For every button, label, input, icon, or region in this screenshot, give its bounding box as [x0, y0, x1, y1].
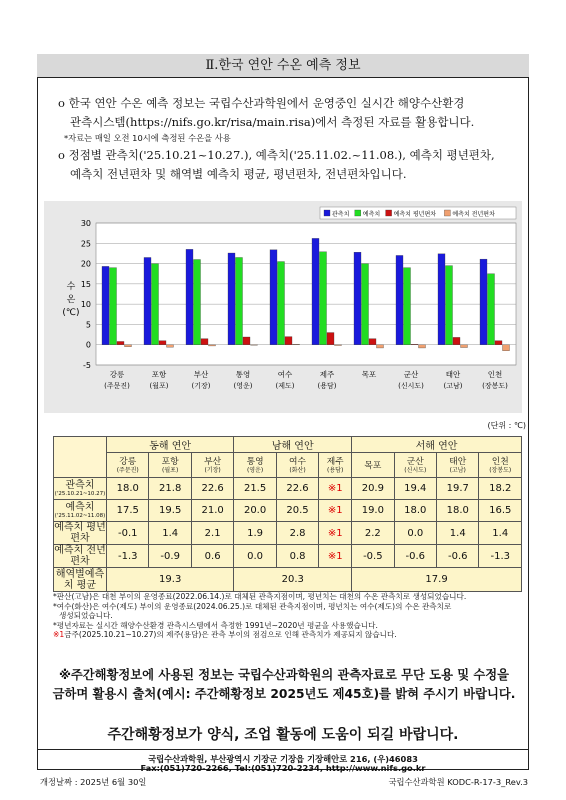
bar-1: [480, 259, 487, 345]
chart-panel: [44, 201, 522, 413]
row-label: [54, 545, 107, 568]
y-tick-label: 5: [85, 320, 91, 330]
table-cell: 1.4: [437, 522, 479, 545]
table-cell: 20.0: [234, 500, 276, 522]
row-label: [54, 500, 107, 522]
bar-3: [243, 337, 250, 345]
x-tick-label: 목포: [361, 370, 377, 379]
y-tick-label: 15: [80, 279, 91, 289]
x-tick-label: 부산: [193, 370, 209, 379]
row-label-text: 예측치 평년편차: [54, 522, 106, 544]
station-name: 태안: [449, 457, 467, 467]
table-cell: ※1: [319, 478, 352, 500]
x-tick-label: 제주: [319, 370, 335, 379]
table-cell: 21.8: [149, 478, 191, 500]
y-tick-label: 10: [80, 300, 91, 310]
table-cell: 19.5: [149, 500, 191, 522]
bar-2: [362, 264, 369, 345]
station-header: [191, 453, 233, 478]
bar-4: [251, 345, 258, 346]
y-tick-label: 25: [80, 239, 91, 249]
revision-date: 개정날짜 : 2025년 6월 30일: [40, 777, 147, 787]
bar-3: [201, 339, 208, 345]
bar-2: [488, 274, 495, 345]
table-row: [54, 478, 522, 500]
region-average: 19.3: [107, 568, 234, 592]
station-name: 강릉: [119, 457, 137, 467]
row-label-text: 예측치 전년편차: [54, 545, 106, 567]
row-label-text: 예측치: [65, 501, 95, 513]
x-tick-label: 통영: [235, 370, 251, 379]
bar-3: [453, 337, 460, 344]
bar-1: [396, 255, 403, 344]
table-cell: -0.5: [352, 545, 394, 568]
forecast-table: [53, 436, 522, 592]
unit-label: (단위 : ℃): [487, 421, 526, 430]
intro-line: o 한국 연안 수온 예측 정보는 국립수산과학원에서 운영중인 실시간 해양수산환경: [58, 96, 465, 110]
x-tick-label: 여수: [277, 370, 293, 379]
legend-swatch: [444, 210, 450, 216]
bar-1: [438, 254, 445, 345]
station-sub: (용담): [327, 467, 344, 474]
table-cell: -1.3: [107, 545, 149, 568]
legend-swatch: [386, 210, 392, 216]
station-header: [437, 453, 479, 478]
table-cell: 18.2: [479, 478, 522, 500]
x-tick-sublabel: (제도): [275, 382, 295, 390]
region-header: 동해 연안: [107, 437, 234, 453]
table-cell: 22.6: [191, 478, 233, 500]
station-sub: (고남): [449, 467, 466, 474]
row-label-sub: ('25.10.21~10.27): [54, 490, 106, 497]
row-label: [54, 478, 107, 500]
legend-swatch: [355, 210, 361, 216]
bar-3: [117, 341, 124, 344]
bar-4: [377, 345, 384, 348]
x-tick-sublabel: (용담): [317, 382, 337, 390]
station-name: 통영: [246, 457, 264, 467]
warning-line: 금하며 활용시 출처(예시: 주간해황정보 2025년도 제45호)를 밝혀 주시기 바랍니다.: [52, 687, 516, 701]
x-tick-sublabel: (장봉도): [482, 382, 508, 390]
bar-2: [404, 268, 411, 345]
station-name: 부산: [204, 457, 222, 467]
table-cell: 18.0: [437, 500, 479, 522]
table-row: [54, 545, 522, 568]
warning-line: ※주간해황정보에 사용된 정보는 국립수산과학원의 관측자료로 무단 도용 및 수정을: [58, 668, 510, 682]
legend-label: 예측치 전년편차: [452, 211, 495, 218]
bar-4: [167, 345, 174, 347]
table-cell: 2.1: [191, 522, 233, 545]
station-sub: (기장): [204, 467, 221, 474]
table-cell: 2.8: [276, 522, 318, 545]
station-sub: (장봉도): [489, 467, 512, 474]
x-tick-label: 인천: [487, 370, 503, 379]
station-name: 여수: [289, 457, 307, 467]
station-sub: (월포): [162, 467, 179, 474]
region-average: 20.3: [234, 568, 352, 592]
station-sub: (신시도): [404, 467, 427, 474]
table-cell: 19.4: [394, 478, 436, 500]
table-cell: 22.6: [276, 478, 318, 500]
y-tick-label: -5: [83, 361, 91, 370]
average-label: 해역별예측치 평균: [54, 568, 107, 592]
bar-1: [144, 257, 151, 344]
table-cell: 0.0: [234, 545, 276, 568]
region-header: 서해 연안: [352, 437, 522, 453]
y-tick-label: 30: [80, 219, 91, 228]
bar-1: [228, 253, 235, 345]
table-cell: 2.2: [352, 522, 394, 545]
bar-4: [209, 345, 216, 346]
bar-3: [495, 341, 502, 345]
y-axis-label: 수 온 (℃): [62, 282, 80, 318]
footnote-line: *여수(화산)은 여수(제도) 부이의 운영종료(2024.06.25.)로 대체된 관측지점이며, 평년치는 여수(제도)의 수온 관측치로: [53, 602, 452, 611]
bar-3: [159, 341, 166, 345]
table-region-row: [54, 437, 522, 453]
station-header: [479, 453, 522, 478]
row-label: [54, 522, 107, 545]
table-cell: 1.4: [149, 522, 191, 545]
station-header: [234, 453, 276, 478]
table-cell: ※1: [319, 522, 352, 545]
intro-line: o 정점별 관측치('25.10.21~10.27.), 예측치('25.11.02.~11.08.), 예측치 평년편차,: [58, 148, 495, 162]
bar-4: [293, 344, 300, 345]
bar-2: [320, 252, 327, 345]
x-tick-sublabel: (영운): [233, 382, 253, 390]
table-corner: [54, 437, 107, 478]
intro-note: *자료는 매일 오전 10시에 측정된 수온을 사용: [64, 133, 231, 143]
table-cell: ※1: [319, 545, 352, 568]
table-station-row: [54, 453, 522, 478]
x-tick-sublabel: (고남): [443, 382, 463, 390]
bar-1: [102, 266, 109, 344]
table-cell: 20.9: [352, 478, 394, 500]
footnote-1: *판산(고남)은 대천 부이의 운영종료(2022.06.14.)로 대체된 관측지점이며, 평년치는 대천의 수온 관측치로 생성되었습니다.: [53, 592, 467, 601]
footnote-4: [53, 630, 521, 639]
table-average-row: [54, 568, 522, 592]
region-average: 17.9: [352, 568, 522, 592]
station-header: [319, 453, 352, 478]
table-cell: -1.3: [479, 545, 522, 568]
bar-4: [125, 345, 132, 347]
bar-4: [461, 345, 468, 348]
bar-2: [194, 260, 201, 345]
x-tick-label: 군산: [403, 370, 419, 379]
station-name: 포항: [161, 457, 179, 467]
legend-label: 예측치: [362, 211, 381, 218]
section-title: Ⅱ.한국 연안 수온 예측 정보: [37, 54, 529, 78]
bar-3: [411, 344, 418, 345]
bar-4: [419, 345, 426, 348]
table-cell: -0.1: [107, 522, 149, 545]
table-cell: 16.5: [479, 500, 522, 522]
footnote-text: 금주(2025.10.21~10.27)의 제주(용담)은 관측 부이의 점검으로 인해 관측치가 제공되지 않습니다.: [64, 630, 397, 639]
table-cell: -0.9: [149, 545, 191, 568]
y-tick-label: 0: [85, 340, 91, 350]
table-row: [54, 522, 522, 545]
bar-2: [152, 264, 159, 345]
table-cell: 18.0: [107, 478, 149, 500]
table-cell: -0.6: [394, 545, 436, 568]
footer-contact: Fax:(051)720-2266, Tel:(051)720-2234, http://www.nifs.go.kr: [140, 763, 426, 773]
table-cell: 21.5: [234, 478, 276, 500]
row-label-text: 관측치: [65, 479, 95, 491]
table-cell: 19.0: [352, 500, 394, 522]
bar-3: [369, 339, 376, 345]
bar-2: [236, 257, 243, 344]
station-header: [394, 453, 436, 478]
footnote-mark: ※1: [53, 630, 65, 639]
legend-label: 예측치 평년편차: [393, 211, 437, 218]
table-cell: 18.0: [394, 500, 436, 522]
station-header: [352, 453, 394, 478]
temperature-bar-chart: [44, 201, 522, 413]
station-sub: (주문진): [116, 467, 139, 474]
table-cell: 1.9: [234, 522, 276, 545]
station-header: [276, 453, 318, 478]
slogan: 주간해황정보가 양식, 조업 활동에 도움이 되길 바랍니다.: [107, 727, 459, 743]
table-row: [54, 500, 522, 522]
intro-line: 예측치 전년편차 및 해역별 예측치 평균, 평년편차, 전년편차입니다.: [70, 167, 407, 181]
table-cell: 20.5: [276, 500, 318, 522]
table-cell: 19.7: [437, 478, 479, 500]
station-sub: (화산): [289, 467, 306, 474]
footnote-2: [53, 602, 521, 621]
table-cell: 17.5: [107, 500, 149, 522]
x-tick-sublabel: (기장): [191, 382, 211, 390]
copyright-warning: [45, 666, 523, 704]
station-name: 목포: [364, 460, 382, 471]
row-label-sub: ('25.11.02~11.08): [54, 512, 106, 519]
footnote-line: 생성되었습니다.: [59, 611, 113, 621]
footnote-3: *평년자료는 실시간 해양수산환경 관측시스템에서 측정한 1991년~2020년 평균을 사용했습니다.: [53, 621, 378, 630]
footer-address: 국립수산과학원, 부산광역시 기장군 기장읍 기장해안로 216, (우)46083: [148, 754, 418, 764]
legend-label: 관측치: [332, 211, 350, 218]
bar-4: [335, 345, 342, 346]
x-tick-label: 포항: [151, 370, 167, 379]
station-header: [107, 453, 149, 478]
x-tick-label: 태안: [445, 370, 461, 379]
intro-paragraph-1: [58, 94, 474, 132]
station-header: [149, 453, 191, 478]
table-cell: 0.6: [191, 545, 233, 568]
table-cell: 0.8: [276, 545, 318, 568]
x-tick-sublabel: (신시도): [398, 382, 424, 390]
intro-line: 관측시스템(https://nifs.go.kr/risa/main.risa)에서 측정된 자료를 활용합니다.: [70, 115, 475, 129]
legend-swatch: [324, 210, 330, 216]
bar-2: [446, 266, 453, 345]
table-cell: ※1: [319, 500, 352, 522]
table-cell: 21.0: [191, 500, 233, 522]
y-tick-label: 20: [80, 259, 91, 269]
x-tick-sublabel: (주문진): [104, 382, 130, 390]
bar-2: [278, 262, 285, 345]
bar-1: [312, 238, 319, 344]
table-cell: 1.4: [479, 522, 522, 545]
x-tick-sublabel: (월포): [149, 382, 169, 390]
intro-paragraph-2: [58, 146, 495, 184]
bar-1: [270, 250, 277, 345]
station-name: 제주: [326, 457, 344, 467]
region-header: 남해 연안: [234, 437, 352, 453]
table-cell: -0.6: [437, 545, 479, 568]
x-tick-label: 강릉: [109, 370, 125, 379]
bar-3: [285, 337, 292, 345]
table-cell: 0.0: [394, 522, 436, 545]
station-name: 군산: [406, 457, 424, 467]
bar-3: [327, 333, 334, 345]
document-number: 국립수산과학원 KODC-R-17-3_Rev.3: [388, 777, 528, 787]
bar-4: [503, 345, 510, 351]
station-sub: (영운): [246, 467, 264, 474]
bar-1: [186, 249, 193, 344]
station-name: 인천: [491, 457, 509, 467]
bar-1: [354, 252, 361, 345]
bar-2: [110, 268, 117, 345]
